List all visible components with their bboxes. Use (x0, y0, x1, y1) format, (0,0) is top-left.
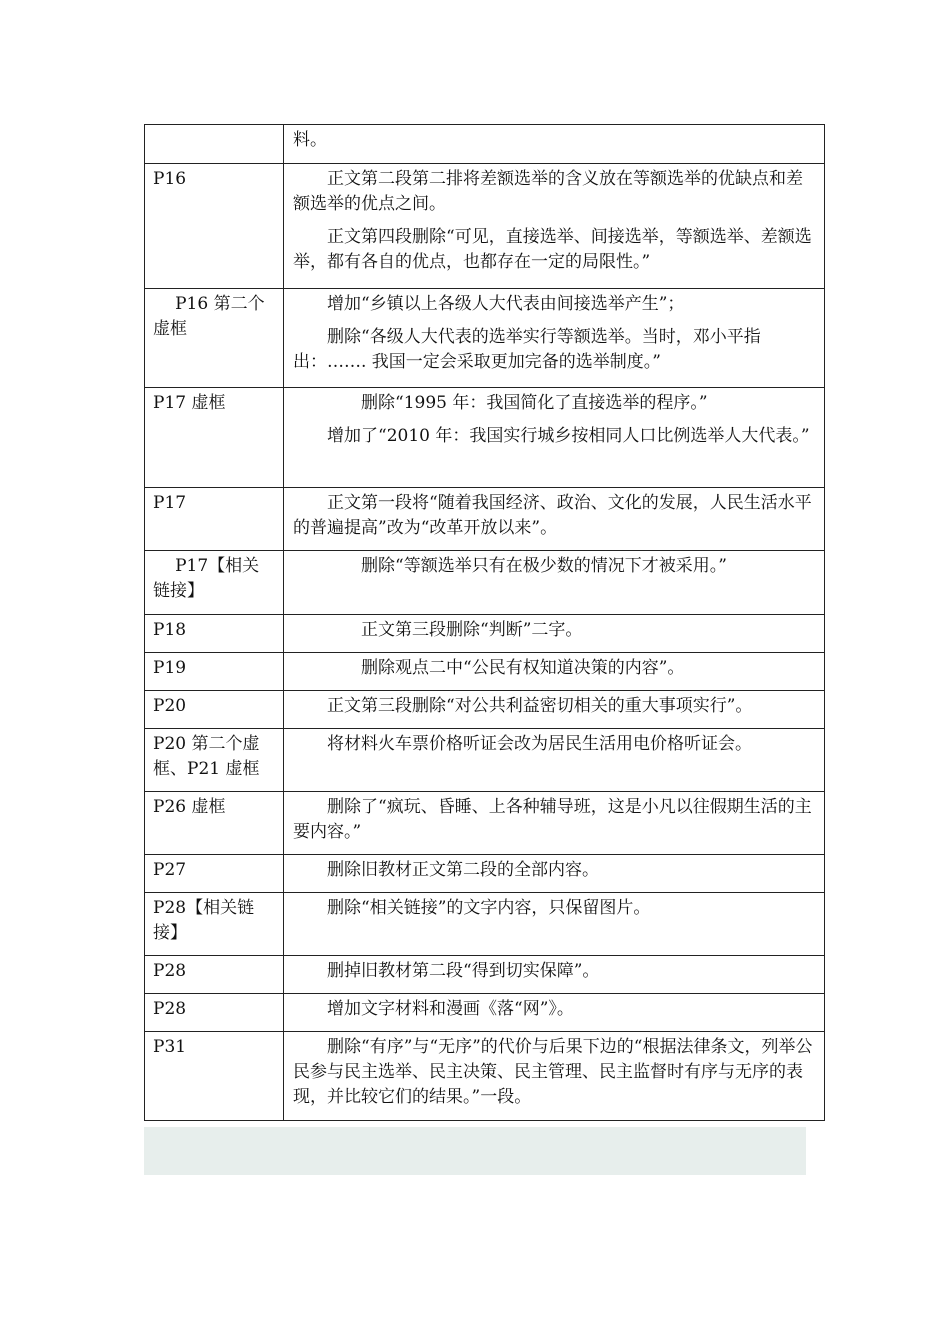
change-cell (284, 164, 825, 289)
change-cell (284, 1032, 825, 1121)
change-text: 删除“各级人大代表的选举实行等额选举。当时，邓小平指出：……. 我国一定会采取更加完备的选举制度。” (293, 327, 761, 372)
change-text: 料。 (293, 130, 327, 150)
revision-table (144, 124, 825, 1121)
change-text: 正文第一段将“随着我国经济、政治、文化的发展，人民生活水平的普遍提高”改为“改革开放以来”。 (293, 493, 812, 538)
change-text: 将材料火车票价格听证会改为居民生活用电价格听证会。 (327, 734, 752, 754)
table-row (145, 792, 825, 855)
table-row (145, 956, 825, 994)
change-cell (284, 289, 825, 388)
table-row (145, 855, 825, 893)
change-cell (284, 956, 825, 994)
change-text: 删除了“疯玩、昏睡、上各种辅导班，这是小凡以往假期生活的主要内容。” (293, 797, 812, 842)
table-row (145, 164, 825, 289)
change-cell (284, 615, 825, 653)
page-cell: P16 第二个虚框 (145, 289, 284, 388)
change-text: 增加了“2010 年：我国实行城乡按相同人口比例选举人大代表。” (327, 426, 810, 446)
change-cell (284, 792, 825, 855)
change-text: 删除“1995 年：我国简化了直接选举的程序。” (361, 393, 708, 413)
change-cell (284, 488, 825, 551)
table-row (145, 729, 825, 792)
table-row (145, 893, 825, 956)
change-text: 删除“等额选举只有在极少数的情况下才被采用。” (361, 556, 727, 576)
page-cell: P19 (145, 653, 284, 691)
page-cell: P16 (145, 164, 284, 289)
table-row (145, 125, 825, 164)
table-row (145, 289, 825, 388)
change-text: 增加“乡镇以上各级人大代表由间接选举产生”； (327, 294, 685, 314)
change-text: 删除观点二中“公民有权知道决策的内容”。 (361, 658, 685, 678)
page-cell (145, 125, 284, 164)
change-text: 删掉旧教材第二段“得到切实保障”。 (327, 961, 600, 981)
page-cell: P17 虚框 (145, 388, 284, 488)
page-cell: P28 (145, 994, 284, 1032)
change-cell (284, 125, 825, 164)
table-row (145, 488, 825, 551)
change-cell (284, 551, 825, 615)
change-cell (284, 388, 825, 488)
page-cell: P28【相关链接】 (145, 893, 284, 956)
page-cell: P18 (145, 615, 284, 653)
page-cell: P27 (145, 855, 284, 893)
table-row (145, 388, 825, 488)
page-cell: P26 虚框 (145, 792, 284, 855)
table-row (145, 1032, 825, 1121)
shaded-footer-box (144, 1127, 806, 1175)
change-text: 删除“有序”与“无序”的代价与后果下边的“根据法律条文，列举公民参与民主选举、民主决策、民主管理、民主监督时有序与无序的表现，并比较它们的结果。”一段。 (293, 1037, 813, 1107)
change-cell (284, 855, 825, 893)
table-row (145, 994, 825, 1032)
change-text: 正文第四段删除“可见，直接选举、间接选举，等额选举、差额选举，都有各自的优点，也都存在一定的局限性。” (293, 227, 812, 272)
page-cell: P31 (145, 1032, 284, 1121)
table-row (145, 691, 825, 729)
change-cell (284, 893, 825, 956)
change-text: 删除“相关链接”的文字内容，只保留图片。 (327, 898, 651, 918)
table-row (145, 653, 825, 691)
page-cell: P17【相关链接】 (145, 551, 284, 615)
page-cell: P28 (145, 956, 284, 994)
change-text: 正文第三段删除“判断”二字。 (361, 620, 583, 640)
change-text: 增加文字材料和漫画《落“网”》。 (327, 999, 574, 1019)
table-row (145, 551, 825, 615)
table-row (145, 615, 825, 653)
change-text: 正文第三段删除“对公共利益密切相关的重大事项实行”。 (327, 696, 753, 716)
page-cell: P17 (145, 488, 284, 551)
change-text: 正文第二段第二排将差额选举的含义放在等额选举的优缺点和差额选举的优点之间。 (293, 169, 803, 214)
change-cell (284, 994, 825, 1032)
page-cell: P20 第二个虚框、P21 虚框 (145, 729, 284, 792)
change-cell (284, 691, 825, 729)
change-cell (284, 653, 825, 691)
change-text: 删除旧教材正文第二段的全部内容。 (327, 860, 599, 880)
page-cell: P20 (145, 691, 284, 729)
change-cell (284, 729, 825, 792)
